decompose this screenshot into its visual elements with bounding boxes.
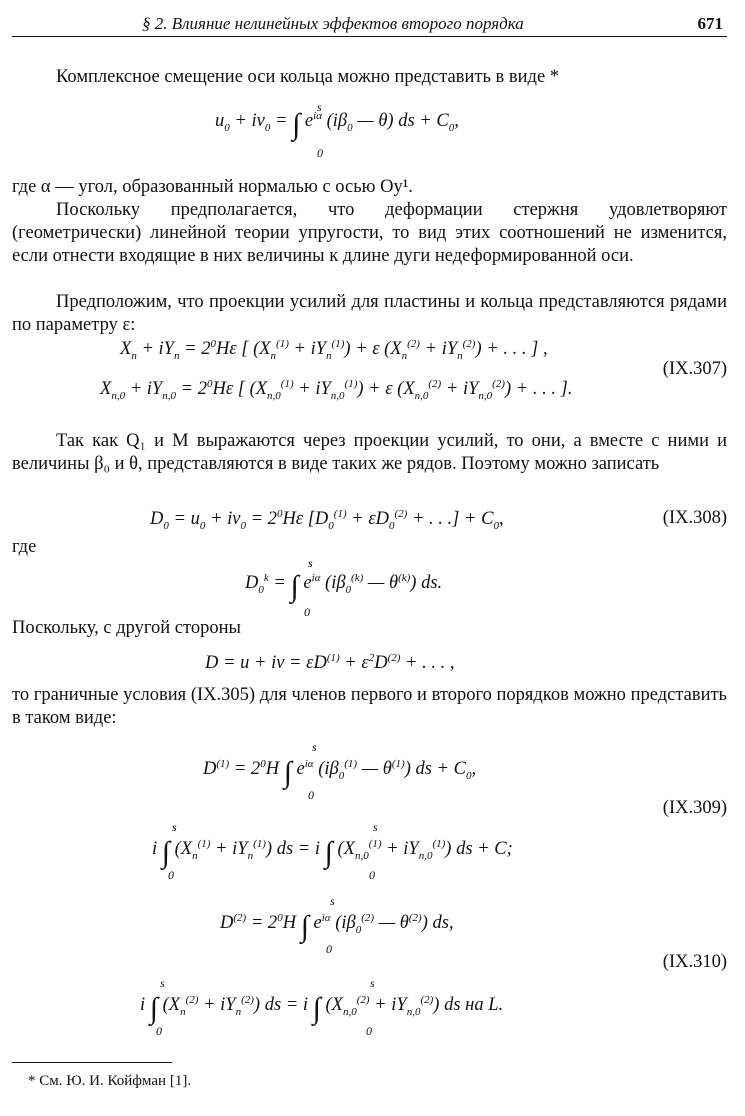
header-title: § 2. Влияние нелинейных эффектов второго порядка <box>142 14 524 33</box>
running-header <box>12 12 727 37</box>
equation-number-308: (IX.308) <box>662 508 727 528</box>
footnote: * См. Ю. И. Койфман [1]. <box>28 1073 192 1089</box>
equation-D0k: $D_0^k$ = ∫ $e^{i\alpha}$ ($i\beta_0^{(k)}$ — $\theta^{(k)}$) ds. <box>245 570 443 604</box>
equation-displacement: $u_0 + iv_0$ = ∫ $e^{i\alpha}$ ($i\beta_0$ — θ) ds + $C_0$, <box>215 108 459 142</box>
paragraph-7: Поскольку, с другой стороны <box>12 618 241 638</box>
equation-310-a: $D^{(2)} = 2^0H$ ∫ $e^{i\alpha}$ ($i\beta_0^{(2)}$ — $\theta^{(2)}$) ds, <box>220 910 454 944</box>
paragraph-6: где <box>12 537 37 557</box>
equation-308: $D_0 = u_0 + iv_0 = 2^0H\varepsilon$ [$D_0^{(1)} + \varepsilon D_0^{(2)}$ + . . .] + $C_0$, <box>150 508 504 532</box>
equation-307-b: $X_{n,0} + iY_{n,0} = 2^0H\varepsilon$ [ $(X_{n,0}^{(1)} + iY_{n,0}^{(1)}) + \varepsilon$ $(X_{n,0}^{(2)} + iY_{n,0}^{(2)})$ + . . . ]. <box>100 378 573 402</box>
paragraph-2: где α — угол, образованный нормалью с осью Oy¹. <box>12 177 413 197</box>
paragraph-1: Комплексное смещение оси кольца можно представить в виде * <box>56 67 560 87</box>
page-number: 671 <box>697 14 723 33</box>
paragraph-4: Предположим, что проекции усилий для пластины и кольца представляются рядами по параметру ε: <box>12 292 727 335</box>
equation-number-307: (IX.307) <box>662 359 727 379</box>
equation-number-310: (IX.310) <box>662 952 727 972</box>
equation-307-a: $X_n + iY_n = 2^0H\varepsilon$ [ $(X_n^{(1)} + iY_n^{(1)}) + \varepsilon$ $(X_n^{(2)} + iY_n^{(2)})$ + . . . ] , <box>120 338 548 362</box>
equation-number-309: (IX.309) <box>662 798 727 818</box>
equation-309-b: i ∫ $(X_n^{(1)} + iY_n^{(1)})$ ds = i ∫ $(X_{n,0}^{(1)} + iY_{n,0}^{(1)})$ ds + C; <box>152 836 513 870</box>
footnote-rule <box>12 1062 172 1063</box>
paragraph-5: Так как Q₁ и M выражаются через проекции усилий, то они, а вместе с ними и величины β₀ и θ, представляются в виде таких же рядов. Поэтому можно записать <box>12 431 727 474</box>
paragraph-3: Поскольку предполагается, что деформации стержня удовлетворяют (геометрически) линейной теории упругости, то вид этих соотношений не изменится, если отнести входящие в них величины к длине дуги недеформированной оси. <box>12 200 727 266</box>
paragraph-8: то граничные условия (IX.305) для членов первого и второго порядков можно представить в таком виде: <box>12 685 727 728</box>
equation-310-b: i ∫ $(X_n^{(2)} + iY_n^{(2)})$ ds = i ∫ $(X_{n,0}^{(2)} + iY_{n,0}^{(2)})$ ds на L. <box>140 992 504 1026</box>
equation-309-a: $D^{(1)} = 2^0H$ ∫ $e^{i\alpha}$ ($i\beta_0^{(1)}$ — $\theta^{(1)}$) ds + $C_0$, <box>203 756 477 790</box>
equation-D-series: D = u + iv = $\varepsilon D^{(1)} + \varepsilon^2D^{(2)}$ + . . . , <box>205 652 455 674</box>
